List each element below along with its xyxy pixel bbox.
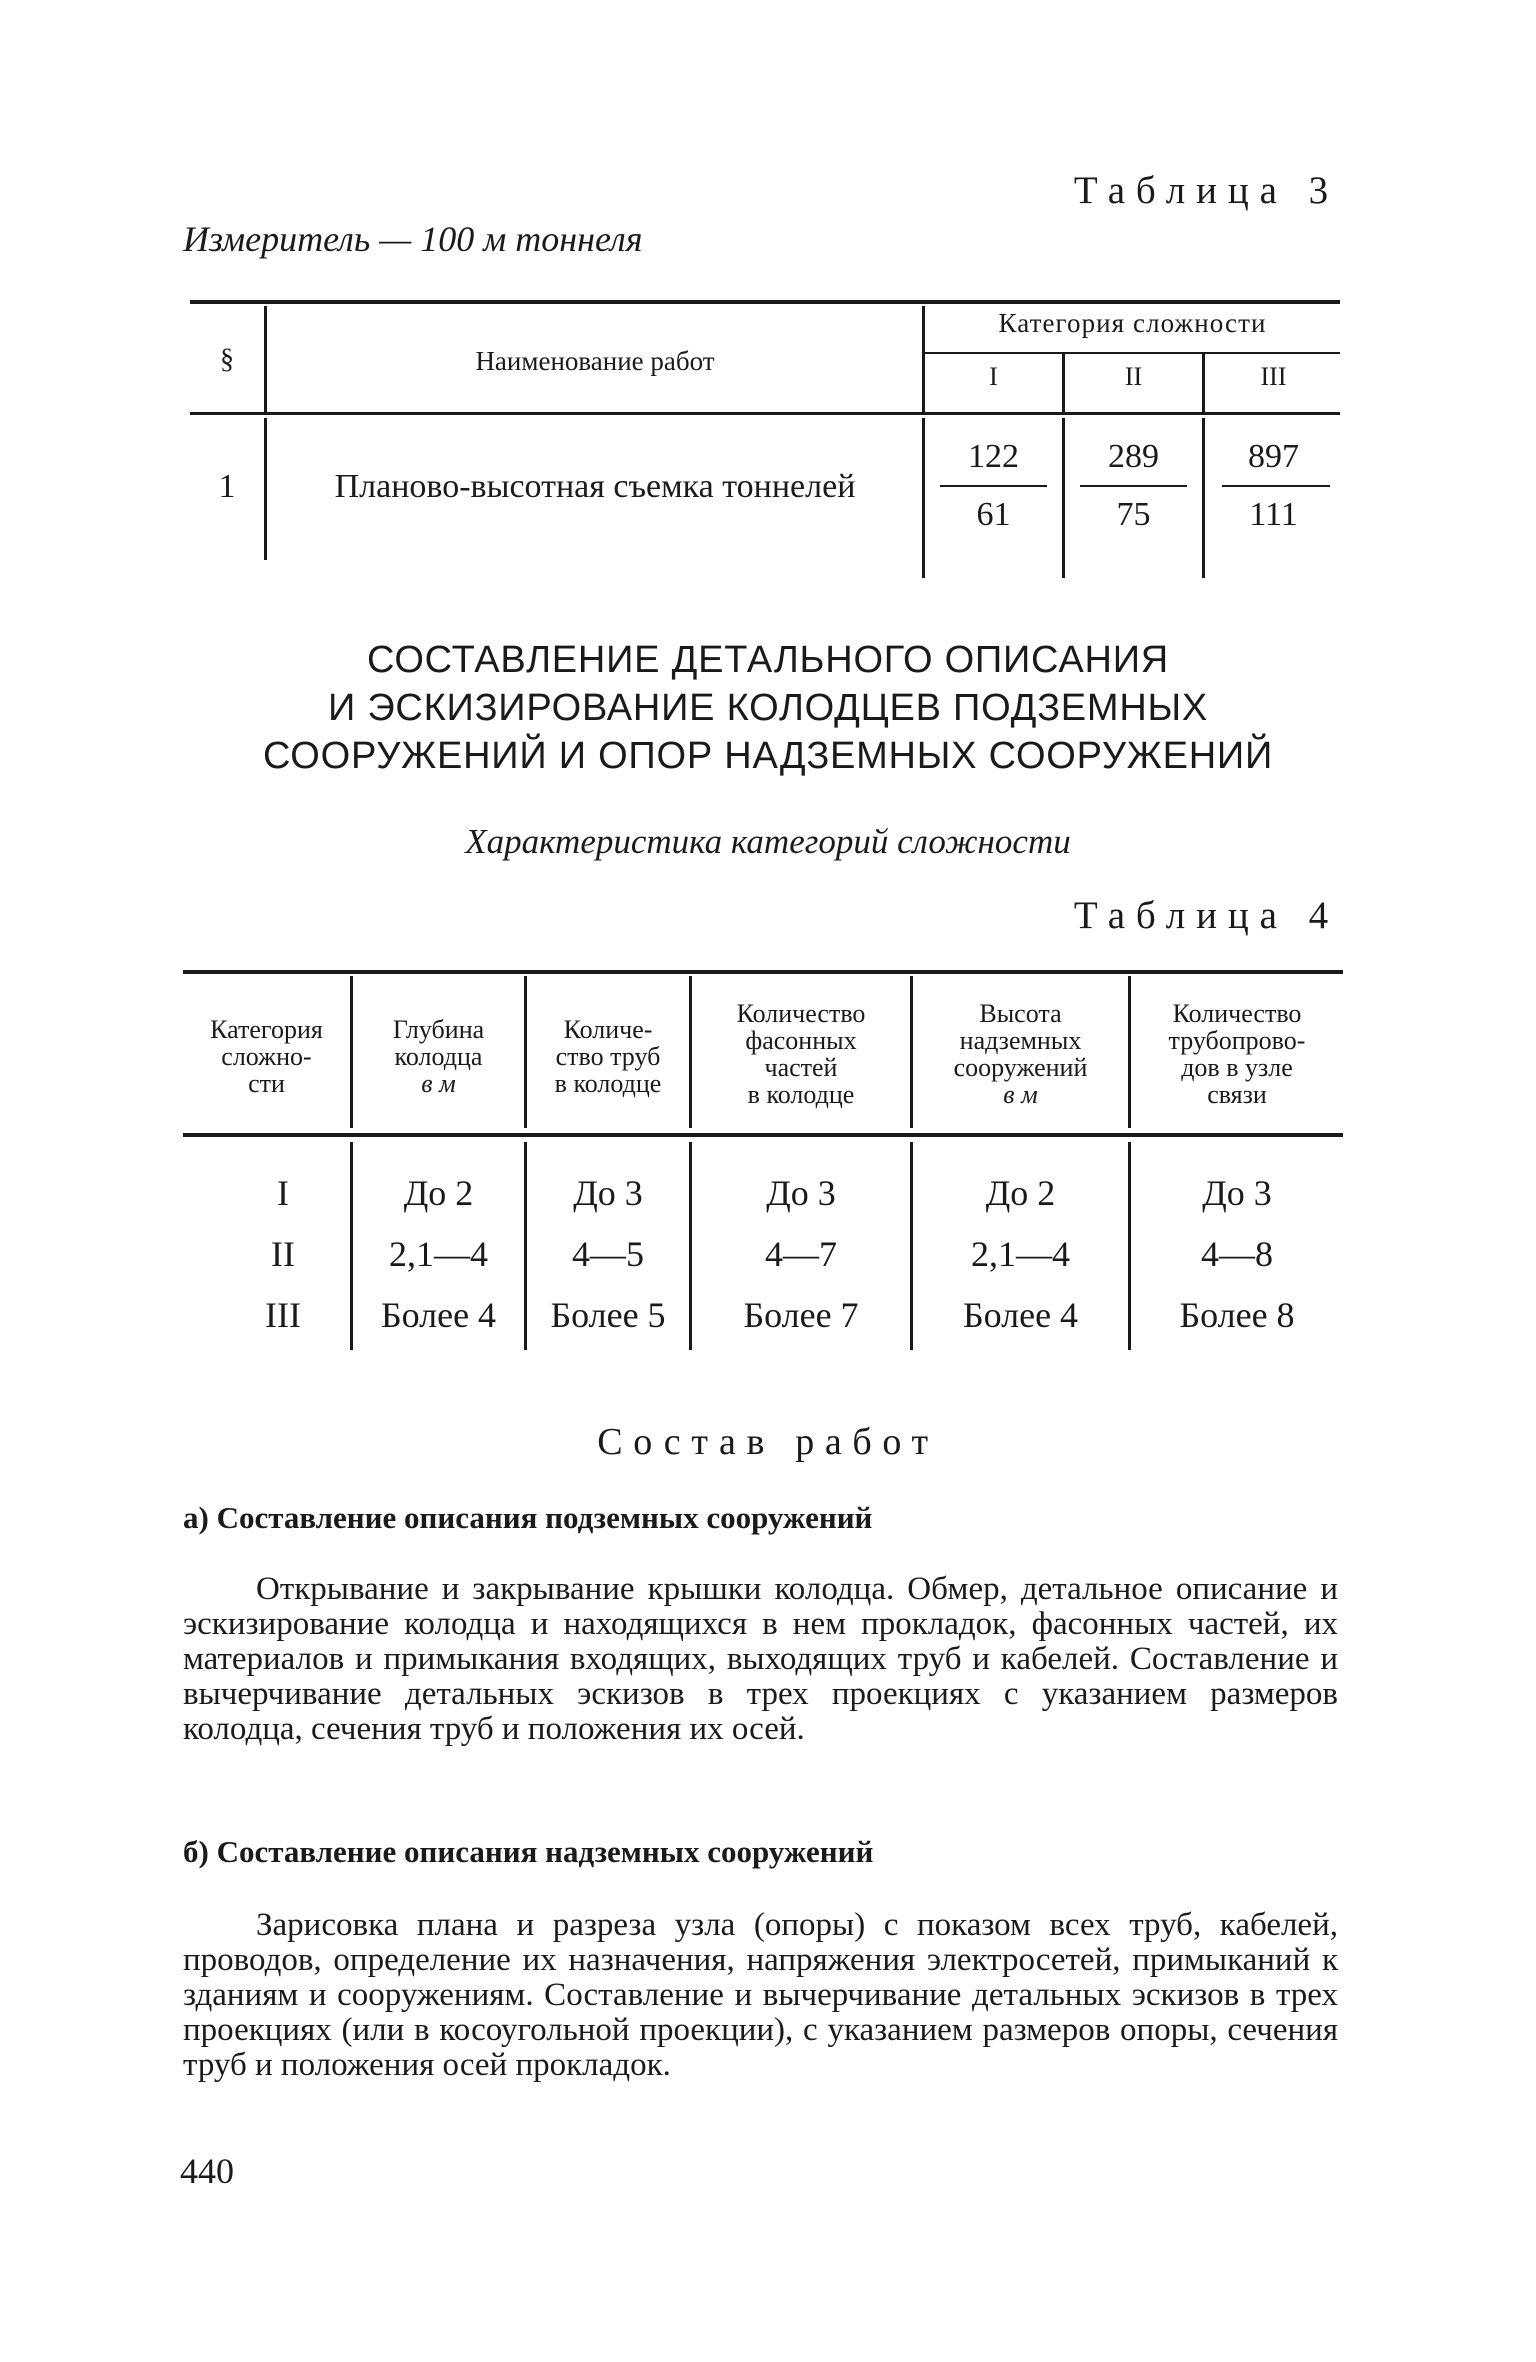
table-3-divider — [264, 418, 267, 560]
fraction-bar — [1222, 485, 1330, 487]
heading-line: СОСТАВЛЕНИЕ ДЕТАЛЬНОГО ОПИСАНИЯ — [366, 639, 1170, 681]
header-line: колодца — [394, 1042, 483, 1071]
header-line: в колодце — [554, 1069, 662, 1098]
heading-line: И ЭСКИЗИРОВАНИЕ КОЛОДЦЕВ ПОДЗЕМНЫХ — [327, 687, 1209, 729]
table-4-top-rule — [183, 970, 1343, 974]
composition-heading: Состав работ — [597, 1421, 939, 1463]
table-3-category-rule — [925, 352, 1340, 354]
table-4-cell: III — [265, 1295, 301, 1335]
table-4-header-pipelines — [1131, 1000, 1343, 1108]
table-4-label: Таблица 4 — [1073, 894, 1339, 937]
table-3-row-name: Планово-высотная съемка тоннелей — [334, 468, 856, 505]
header-line: связи — [1207, 1080, 1267, 1109]
heading-line: СООРУЖЕНИЙ И ОПОР НАДЗЕМНЫХ СООРУЖЕНИЙ — [262, 735, 1274, 777]
table-4-cell: До 2 — [985, 1173, 1056, 1213]
table-4-cell: До 3 — [573, 1173, 643, 1213]
subtitle: Характеристика категорий сложности — [465, 822, 1071, 861]
table-3-cell-denominator: 111 — [1249, 496, 1298, 533]
header-line: Высота — [979, 999, 1062, 1028]
table-3-cell-denominator: 75 — [1116, 496, 1151, 533]
header-line: Количество — [1172, 999, 1302, 1028]
table-4-cell: До 3 — [766, 1173, 836, 1213]
header-line: частей — [764, 1053, 838, 1082]
table-3-header-cat3: III — [1260, 362, 1287, 391]
header-line: сооружений — [953, 1053, 1088, 1082]
table-3-top-rule — [190, 300, 1340, 304]
header-line: Количе- — [563, 1015, 653, 1044]
table-3-cell-numerator: 122 — [968, 438, 1019, 475]
section-b-title: б) Составление описания надземных сооружений — [183, 1834, 874, 1869]
header-line: в колодце — [747, 1080, 855, 1109]
header-line: Категория — [210, 1015, 323, 1044]
table-4-cell: Более 4 — [380, 1295, 497, 1335]
section-heading — [150, 636, 1386, 780]
header-line: сложно- — [221, 1042, 312, 1071]
table-3-divider — [264, 306, 267, 412]
table-4-cell: Более 8 — [1179, 1295, 1295, 1335]
header-line: в м — [421, 1069, 456, 1098]
table-4-header-fittings — [692, 1000, 910, 1108]
section-a-text: Открывание и закрывание крышки колодца. Обмер, детальное описание и эскизирование колодца и находящихся в нем прокладок, фасонных частей, их материалов и примыкания входящих, выходящих труб и кабелей. Составление и вычерчивание детальных эскизов в трех проекциях с указанием размеров колодца, сечения труб и положения их осей. — [183, 1571, 1338, 1747]
table-4-cell: Более 5 — [550, 1295, 666, 1335]
header-line: надземных — [959, 1026, 1082, 1055]
table-3-header-name: Наименование работ — [475, 346, 715, 376]
header-line: фасонных — [745, 1026, 857, 1055]
table-3-unit: Измеритель — 100 м тоннеля — [183, 219, 643, 259]
table-3-cell-denominator: 61 — [976, 496, 1011, 533]
table-4-cell: 2,1—4 — [389, 1234, 488, 1274]
table-4-cell: I — [277, 1173, 289, 1213]
table-4-header-pipes — [527, 1016, 689, 1097]
table-3-cell-numerator: 289 — [1108, 438, 1159, 475]
table-3-header-category: Категория сложности — [998, 308, 1267, 338]
header-line: трубопрово- — [1168, 1026, 1306, 1055]
table-4-cell: 4—8 — [1201, 1234, 1273, 1274]
table-4-cell: До 2 — [403, 1173, 474, 1213]
table-4-cell: До 3 — [1202, 1173, 1272, 1213]
header-line: сти — [248, 1069, 285, 1098]
section-b-text: Зарисовка плана и разреза узла (опоры) с показом всех труб, кабелей, проводов, определение их назначения, напряжения электросетей, примыканий к зданиям и сооружениям. Составление и вычерчивание детальных эскизов в трех проекциях (или в косоугольной проекции), с указанием размеров опоры, сечения труб и положения осей прокладок. — [183, 1907, 1338, 2083]
table-4-header-category — [183, 1016, 350, 1097]
page-number: 440 — [180, 2151, 234, 2191]
header-line: дов в узле — [1181, 1053, 1293, 1082]
header-line: Количество — [736, 999, 866, 1028]
table-3-header-section: § — [220, 344, 234, 375]
table-4-cell: Более 4 — [962, 1295, 1079, 1335]
table-4-cell: 4—7 — [765, 1234, 837, 1274]
table-3-label: Таблица 3 — [1073, 169, 1339, 212]
section-a-title: а) Составление описания подземных сооружений — [183, 1500, 873, 1535]
table-3-header-cat1: I — [989, 362, 998, 391]
table-4-header-rule — [183, 1133, 1343, 1137]
table-4-cell: 4—5 — [572, 1234, 644, 1274]
table-4-header-depth — [353, 1016, 524, 1097]
table-3-header-rule — [190, 412, 1340, 415]
table-3-row-number: 1 — [218, 468, 236, 505]
table-3-cell-numerator: 897 — [1248, 438, 1299, 475]
header-line: ство труб — [555, 1042, 661, 1071]
header-line: в м — [1003, 1080, 1038, 1109]
table-4-cell: 2,1—4 — [971, 1234, 1070, 1274]
table-4-header-height — [913, 1000, 1128, 1108]
fraction-bar — [1080, 485, 1187, 487]
table-4-cell: II — [271, 1234, 295, 1274]
table-4-cell: Более 7 — [743, 1295, 859, 1335]
table-3-header-cat2: II — [1124, 362, 1143, 391]
fraction-bar — [940, 485, 1047, 487]
header-line: Глубина — [392, 1015, 485, 1044]
